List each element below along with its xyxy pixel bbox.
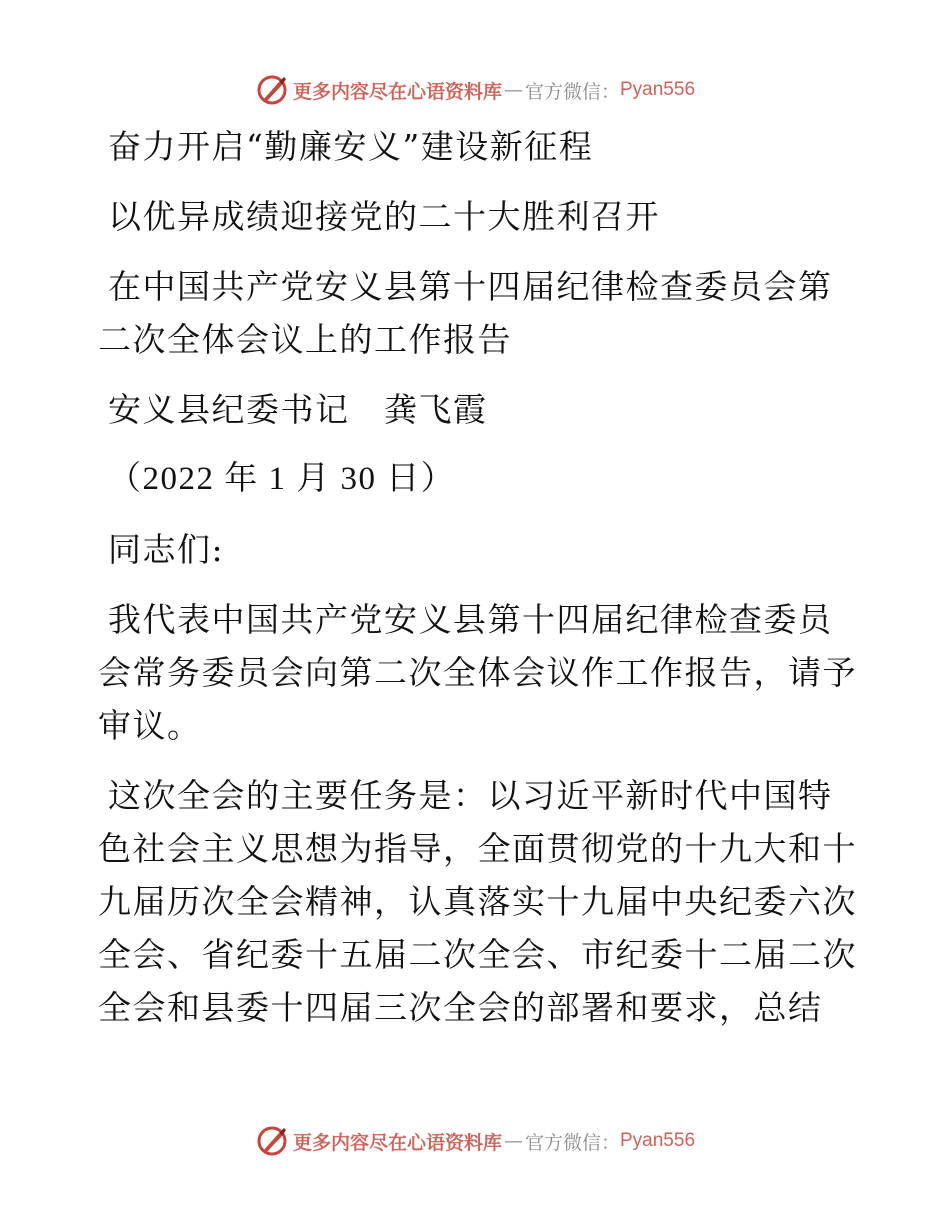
date-line: （2022 年 1 月 30 日） — [108, 461, 456, 497]
paragraph-2: 这次全会的主要任务是：以习近平新时代中国特色社会主义思想为指导，全面贯彻党的十九大和十九届历次全会精神，认真落实十九届中央纪委六次全会、省纪委十五届二次全会、市纪委十二届二次全会和县委十四届三次全会的部署和要求，总结 — [98, 776, 857, 1027]
watermark-main-text: 更多内容尽在心语资料库 — [292, 80, 502, 103]
author-line: 安义县纪委书记 龚飞霞 — [108, 390, 488, 429]
watermark-wechat-id: Pyan556 — [620, 1130, 696, 1151]
watermark-official-label: 官方微信： — [524, 1131, 620, 1154]
salutation: 同志们: — [108, 530, 225, 569]
document-body — [98, 120, 858, 1051]
watermark-separator: — — [503, 79, 523, 101]
pen-logo-icon — [255, 73, 289, 107]
watermark-main-text: 更多内容尽在心语资料库 — [292, 1131, 502, 1154]
title-line-1: 奋力开启“勤廉安义”建设新征程 — [108, 127, 594, 166]
watermark-wechat-id: Pyan556 — [620, 79, 696, 100]
pen-logo-icon — [255, 1124, 289, 1158]
watermark-header — [0, 70, 950, 110]
watermark-official-label: 官方微信： — [524, 80, 620, 103]
title-line-2: 以优异成绩迎接党的二十大胜利召开 — [108, 197, 660, 236]
paragraph-1: 我代表中国共产党安义县第十四届纪律检查委员会常务委员会向第二次全体会议作工作报告，请予审议。 — [98, 600, 857, 745]
report-subtitle: 在中国共产党安义县第十四届纪律检查委员会第二次全体会议上的工作报告 — [98, 267, 833, 359]
watermark-footer — [0, 1121, 950, 1161]
watermark-separator: — — [503, 1130, 523, 1152]
